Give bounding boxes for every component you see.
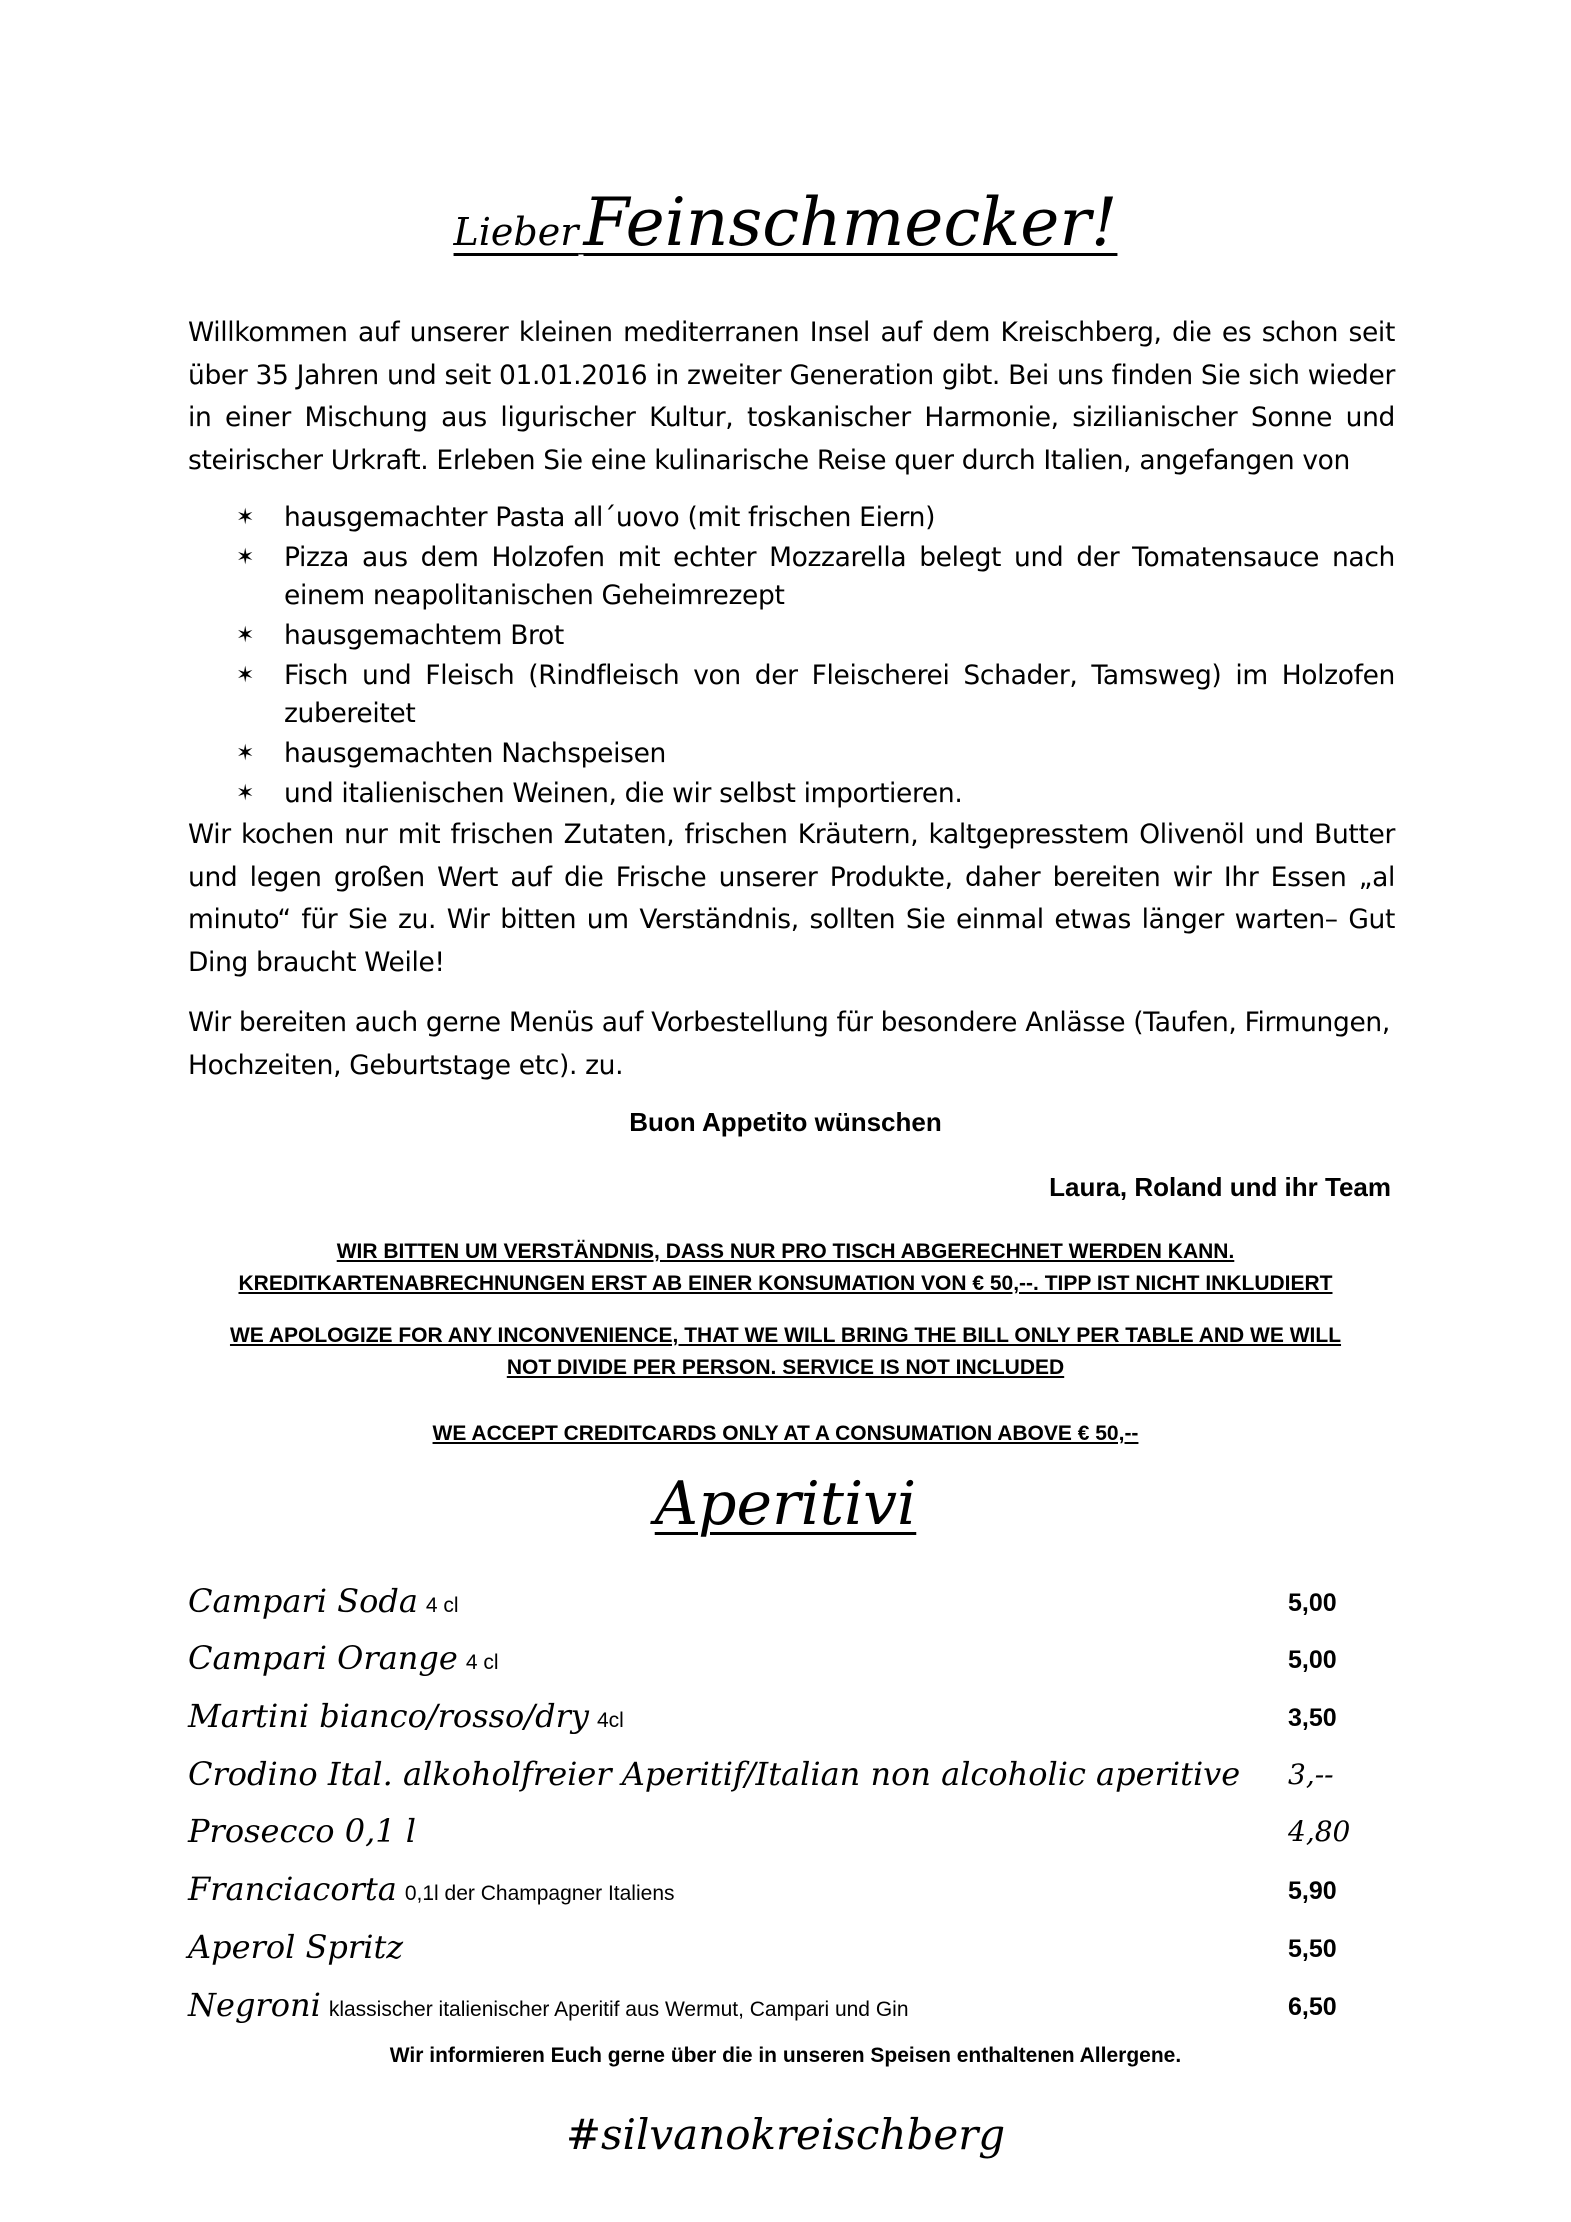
menu-item-name: Crodino Ital. alkoholfreier Aperitif/Italian non alcoholic aperitive: [188, 1754, 1241, 1793]
menu-item-price: 3,50: [1288, 1704, 1337, 1733]
menu-item: [188, 1749, 1368, 1807]
six-pointed-star-icon: ✶: [236, 623, 255, 648]
aperitivi-menu: [188, 1576, 1368, 2038]
specialties-list: [188, 499, 1395, 815]
list-item: ✶ Fisch und Fleisch (Rindfleisch von der Fleischerei Schader, Tamsweg) im Holzofen zubereitet: [188, 657, 1395, 733]
title-big: Feinschmecker!: [583, 184, 1118, 261]
intro-paragraph: Willkommen auf unserer kleinen mediterranen Insel auf dem Kreischberg, die es schon seit über 35 Jahren und seit 01.01.2016 in zweiter Generation gibt. Bei uns finden Sie sich wieder in einer Mischung aus ligurischer Kultur, toskanischer Harmonie, sizilianischer Sonne und steirischer Urkraft. Erleben Sie eine kulinarische Reise quer durch Italien, angefangen von: [188, 317, 1395, 476]
menu-item-desc: 4 cl: [425, 1593, 459, 1617]
menu-item-desc: 0,1l der Champagner Italiens: [404, 1882, 675, 1906]
menu-item: [188, 1864, 1368, 1922]
hashtag: #silvanokreischberg: [565, 2110, 1006, 2159]
freshness-paragraph: Wir kochen nur mit frischen Zutaten, frischen Kräutern, kaltgepresstem Olivenöl und Butter und legen großen Wert auf die Frische unserer Produkte, daher bereiten wir Ihr Essen „al minuto“ für Sie zu. Wir bitten um Verständnis, sollten Sie einmal etwas länger warten– Gut Ding braucht Weile!: [188, 819, 1395, 978]
menu-item-name: Aperol Spritz: [188, 1927, 404, 1966]
list-item: ✶ hausgemachter Pasta all´uovo (mit frischen Eiern): [188, 499, 1395, 537]
menu-item: [188, 1691, 1368, 1749]
notice-german: WIR BITTEN UM VERSTÄNDNIS, DASS NUR PRO TISCH ABGERECHNET WERDEN KANN. KREDITKARTENABRECHNUNGEN ERST AB EINER KONSUMATION VON € 50,--. TIPP IST NICHT INKLUDIERT: [238, 1240, 1333, 1295]
menu-item-desc: 4 cl: [465, 1651, 499, 1675]
menu-item-desc: 4cl: [596, 1709, 624, 1733]
section-title: Aperitivi: [654, 1469, 917, 1539]
menu-item-price: 3,--: [1288, 1757, 1334, 1791]
list-item: ✶ hausgemachten Nachspeisen: [188, 735, 1395, 773]
six-pointed-star-icon: ✶: [236, 545, 255, 570]
closing-greeting: Buon Appetito wünschen: [629, 1107, 942, 1137]
menu-item-name: Martini bianco/rosso/dry: [188, 1697, 589, 1736]
menu-item: [188, 1576, 1368, 1634]
signature: Laura, Roland und ihr Team: [1049, 1172, 1391, 1202]
menu-item-name: Prosecco 0,1 l: [188, 1812, 417, 1851]
menu-item-name: Franciacorta: [188, 1870, 397, 1909]
menu-item: [188, 1807, 1368, 1865]
six-pointed-star-icon: ✶: [236, 505, 255, 530]
menu-item-price: 5,00: [1288, 1588, 1337, 1617]
six-pointed-star-icon: ✶: [236, 663, 255, 688]
menu-item-price: 4,80: [1288, 1815, 1351, 1849]
menu-item-name: Negroni: [188, 1985, 321, 2024]
page-title: [0, 184, 1571, 261]
menu-item-price: 5,50: [1288, 1934, 1337, 1963]
events-paragraph: Wir bereiten auch gerne Menüs auf Vorbestellung für besondere Anlässe (Taufen, Firmungen, Hochzeiten, Geburtstage etc). zu.: [188, 1007, 1390, 1081]
notice-english: WE APOLOGIZE FOR ANY INCONVENIENCE, THAT WE WILL BRING THE BILL ONLY PER TABLE AND WE WILL NOT DIVIDE PER PERSON. SERVICE IS NOT INCLUDED: [229, 1324, 1342, 1379]
menu-item-price: 5,90: [1288, 1877, 1337, 1906]
menu-item: [188, 1634, 1368, 1692]
menu-item-price: 6,50: [1288, 1992, 1337, 2021]
menu-item: [188, 1922, 1368, 1980]
menu-item-name: Campari Soda: [188, 1581, 418, 1620]
list-item: ✶ und italienischen Weinen, die wir selbst importieren.: [188, 775, 1395, 813]
list-item: ✶ Pizza aus dem Holzofen mit echter Mozzarella belegt und der Tomatensauce nach einem neapolitanischen Geheimrezept: [188, 539, 1395, 615]
menu-item-name: Campari Orange: [188, 1639, 458, 1678]
allergen-note: Wir informieren Euch gerne über die in unseren Speisen enthaltenen Allergene.: [389, 2044, 1182, 2067]
menu-item-price: 5,00: [1288, 1646, 1337, 1675]
menu-item-desc: klassischer italienischer Aperitif aus Wermut, Campari und Gin: [328, 1997, 909, 2021]
menu-item: [188, 1980, 1368, 2038]
list-item: ✶ hausgemachtem Brot: [188, 617, 1395, 655]
title-small: Lieber: [453, 210, 579, 254]
six-pointed-star-icon: ✶: [236, 741, 255, 766]
notice-creditcards: WE ACCEPT CREDITCARDS ONLY AT A CONSUMATION ABOVE € 50,--: [432, 1422, 1139, 1445]
six-pointed-star-icon: ✶: [236, 781, 255, 806]
